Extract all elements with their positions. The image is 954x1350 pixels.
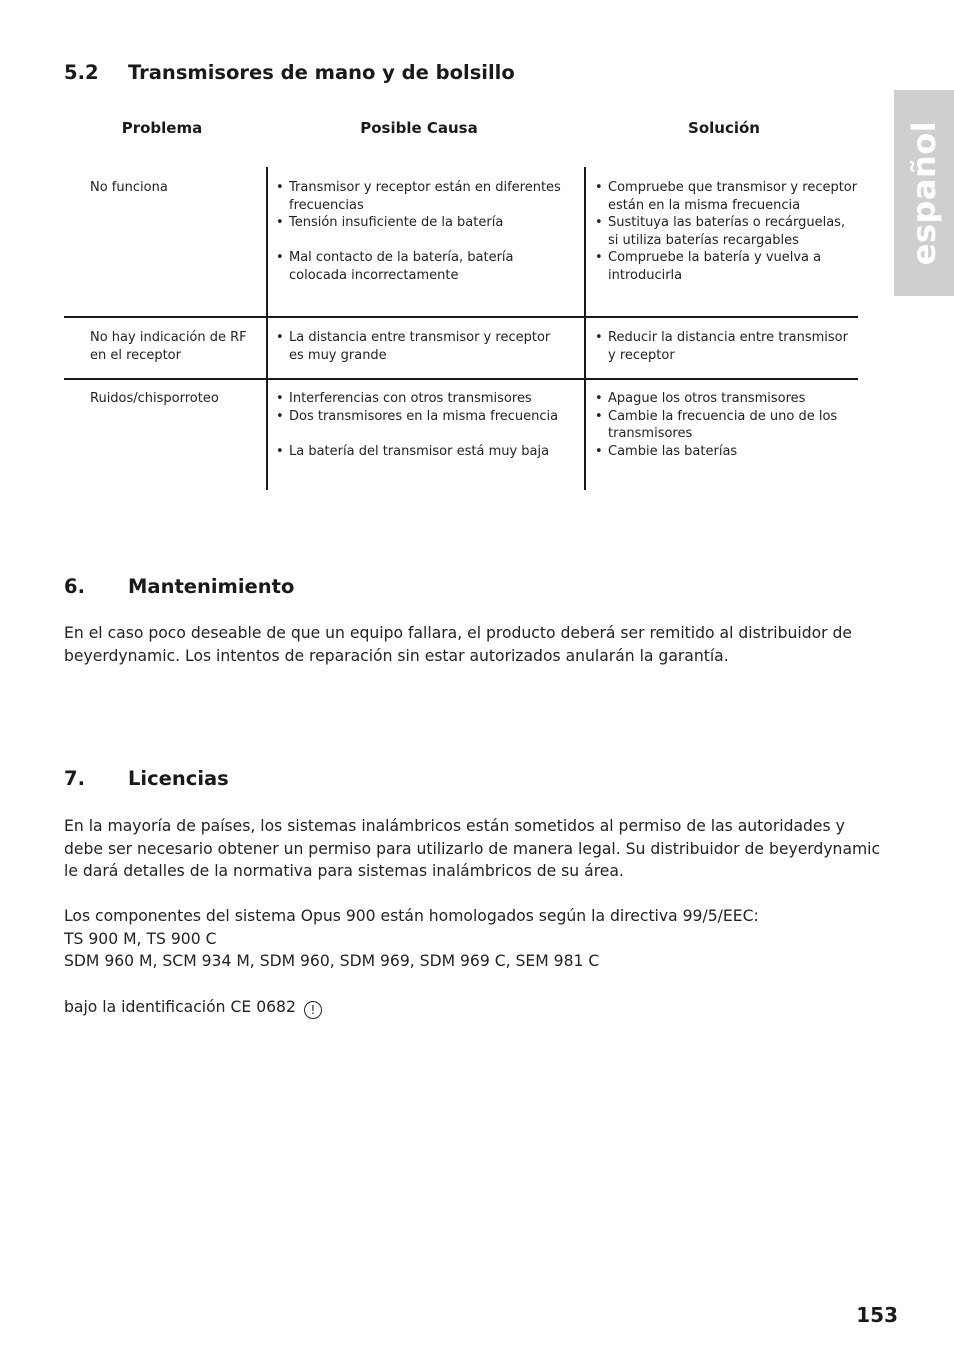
paragraph-line: En el caso poco deseable de que un equipo fallara, el producto deberá ser remitido al distribuidor de (64, 624, 852, 642)
solution-line: y receptor (608, 347, 675, 363)
solution-item (595, 214, 860, 249)
problem-text: No hay indicación de RF (90, 330, 247, 345)
licenses-paragraph-1 (64, 815, 881, 883)
section-title: Licencias (128, 767, 229, 790)
maintenance-paragraph (64, 622, 864, 667)
cause-line: • La distancia entre transmisor y receptor (289, 330, 551, 345)
solution-item (595, 408, 860, 443)
section-number: 6. (64, 575, 85, 598)
table-row-divider (64, 316, 858, 318)
solution-line: • Reducir la distancia entre transmisor (608, 330, 848, 345)
cause-item (276, 443, 576, 461)
solution-line: • Cambie la frecuencia de uno de los (608, 408, 838, 424)
cause-line: • Transmisor y receptor están en diferentes (289, 180, 561, 195)
table-row-2-solutions (595, 329, 860, 364)
language-tab (894, 90, 954, 296)
section-title: Transmisores de mano y de bolsillo (128, 61, 515, 84)
section-number: 5.2 (64, 61, 99, 84)
column-header-cause: Posible Causa (360, 119, 478, 137)
paragraph-line: debe ser necesario obtener un permiso para utilizarlo de manera legal. Su distribuidor de beyerdynamic (64, 839, 881, 858)
cause-line: • La batería del transmisor está muy baja (289, 443, 550, 459)
column-header-problem: Problema (121, 119, 203, 137)
table-row-1-problem (90, 179, 260, 197)
cause-item (276, 179, 576, 214)
table-row-1-causes (276, 179, 576, 284)
paragraph-line: En la mayoría de países, los sistemas inalámbricos están sometidos al permiso de las autoridades y (64, 817, 845, 835)
cause-item (276, 329, 576, 364)
solution-item (595, 443, 860, 461)
cause-line: • Interferencias con otros transmisores (289, 391, 532, 406)
table-row-2-problem (90, 329, 260, 364)
solution-item (595, 179, 860, 214)
cause-line: es muy grande (289, 347, 387, 363)
section-5-2-heading (64, 61, 864, 87)
table-row-3-problem (90, 390, 260, 408)
cause-line: • Tensión insuficiente de la batería (289, 215, 504, 230)
cause-line: • Dos transmisores en la misma frecuencia (289, 408, 559, 424)
problem-text: No funciona (90, 180, 168, 195)
table-divider-right (584, 167, 586, 490)
problem-text: en el receptor (90, 347, 181, 363)
page-number: 153 (856, 1303, 898, 1327)
solution-line: están en la misma frecuencia (608, 197, 801, 213)
solution-line: introducirla (608, 267, 683, 283)
cause-item (276, 249, 576, 284)
table-row-2-causes (276, 329, 576, 364)
solution-item (595, 249, 860, 284)
cause-item (276, 390, 576, 408)
solution-line: • Cambie las baterías (608, 443, 738, 459)
ce-text: bajo la identificación CE 0682 (64, 998, 296, 1016)
section-number: 7. (64, 767, 85, 790)
cause-item (276, 214, 576, 232)
table-divider-left (266, 167, 268, 490)
solution-line: • Compruebe la batería y vuelva a (608, 250, 822, 265)
table-row-1-solutions (595, 179, 860, 284)
solution-line: • Apague los otros transmisores (608, 391, 806, 406)
ce-identification (64, 996, 864, 1019)
language-tab-label: español (905, 120, 943, 266)
problem-text: Ruidos/chisporroteo (90, 391, 219, 406)
cause-item (276, 408, 576, 426)
cause-line: frecuencias (289, 197, 364, 213)
solution-item (595, 329, 860, 364)
section-6-heading (64, 575, 864, 601)
solution-line: transmisores (608, 426, 693, 441)
paragraph-line: beyerdynamic. Los intentos de reparación sin estar autorizados anularán la garantía. (64, 646, 729, 665)
table-row-3-solutions (595, 390, 860, 460)
paragraph-line: Los componentes del sistema Opus 900 están homologados según la directiva 99/5/EEC: (64, 907, 759, 925)
section-title: Mantenimiento (128, 575, 295, 598)
table-row-3-causes (276, 390, 576, 460)
paragraph-line: SDM 960 M, SCM 934 M, SDM 960, SDM 969, SDM 969 C, SEM 981 C (64, 952, 600, 970)
solution-line: • Sustituya las baterías o recárguelas, (608, 215, 846, 230)
solution-line: • Compruebe que transmisor y receptor (608, 180, 858, 195)
cause-line: • Mal contacto de la batería, batería (289, 250, 514, 265)
column-header-solution: Solución (688, 119, 760, 137)
section-7-heading (64, 767, 864, 793)
solution-item (595, 390, 860, 408)
alert-circle-icon: ! (304, 1001, 322, 1019)
table-row-divider (64, 378, 858, 380)
paragraph-line: TS 900 M, TS 900 C (64, 929, 217, 948)
paragraph-line: le dará detalles de la normativa para sistemas inalámbricos de su área. (64, 862, 624, 880)
solution-line: si utiliza baterías recargables (608, 232, 799, 248)
licenses-paragraph-2 (64, 905, 864, 973)
cause-line: colocada incorrectamente (289, 267, 459, 283)
